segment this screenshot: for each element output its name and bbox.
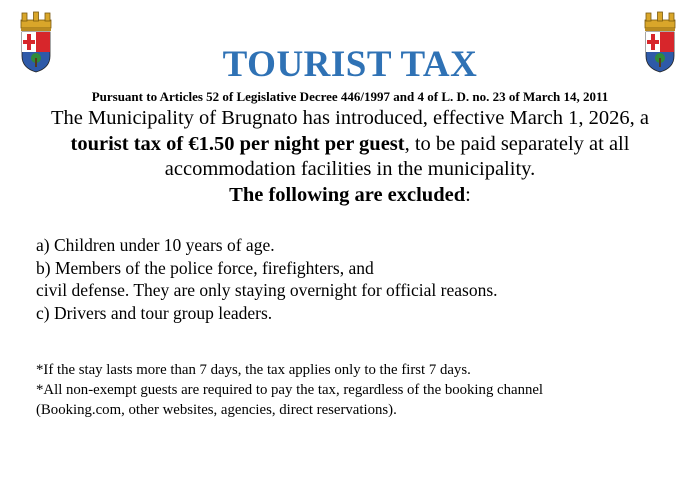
list-item: c) Drivers and tour group leaders. [36,302,273,323]
legal-reference: Pursuant to Articles 52 of Legislative Decree 446/1997 and 4 of L. D. no. 23 of March 14, 2011 [91,89,609,104]
footnote: *If the stay lasts more than 7 days, the tax applies only to the first 7 days. [36,362,471,378]
list-item: civil defense. They are only staying overnight for official reasons. [36,280,498,300]
intro-text-end: , to be paid separately at all accommodation facilities in the municipality. [164,132,630,180]
tax-amount: tourist tax of €1.50 per night per guest [70,132,405,155]
footnote: (Booking.com, other websites, agencies, direct reservations). [36,402,397,418]
footnotes [36,360,686,420]
footnote: *All non-exempt guests are required to pay the tax, regardless of the booking channel [36,382,544,398]
excluded-colon: : [465,183,471,206]
exclusions-list [36,234,676,324]
list-item: b) Members of the police force, firefighters, and [36,257,374,278]
excluded-heading: The following are excluded [229,183,466,206]
intro-paragraph [20,106,680,208]
list-item: a) Children under 10 years of age. [36,235,275,255]
page-title: TOURIST TAX [222,44,478,85]
intro-text: The Municipality of Brugnato has introduced, effective March 1, 2026, a [51,107,649,129]
